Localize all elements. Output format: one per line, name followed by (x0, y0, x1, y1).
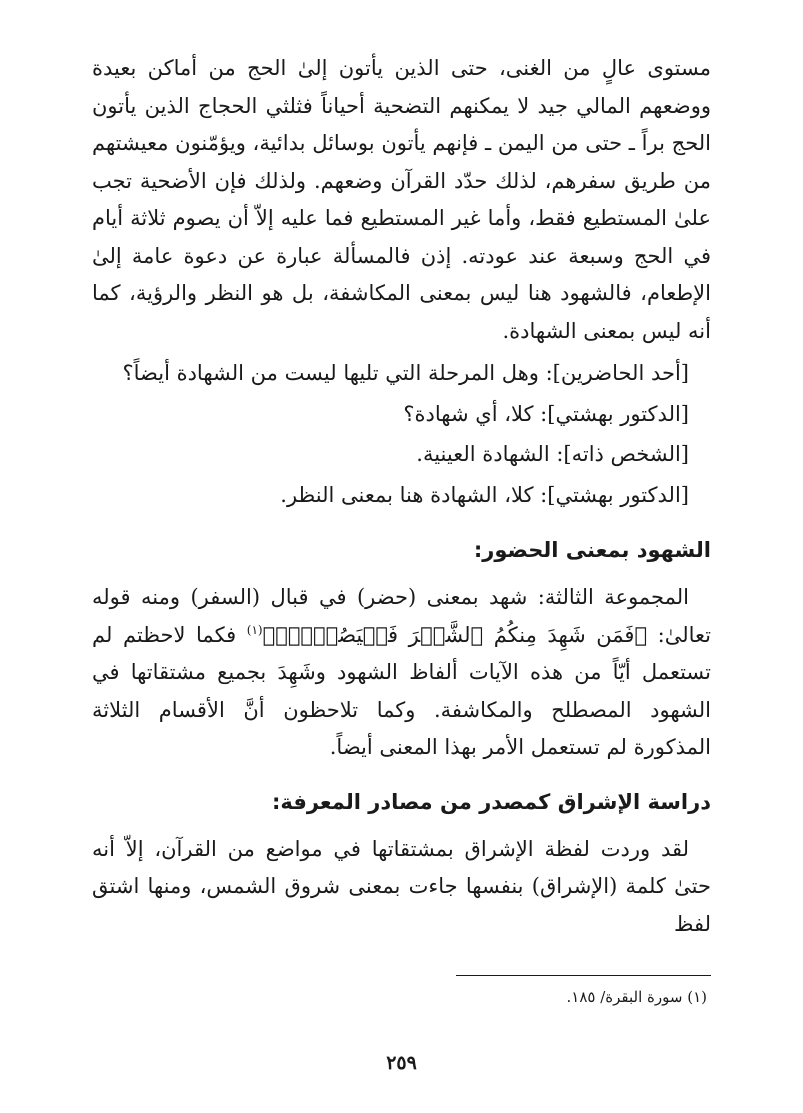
section-heading-presence: الشهود بمعنى الحضور: (473, 538, 711, 562)
dialogue-line: [الدكتور بهشتي]: كلا، أي شهادة؟ (403, 401, 689, 426)
page-body (92, 50, 711, 943)
dialogue-line: [الشخص ذاته]: الشهادة العينية. (416, 442, 689, 466)
paragraph-third-group (92, 579, 711, 767)
dialogue-line: [أحد الحاضرين]: وهل المرحلة التي تليها ليست من الشهادة أيضاً؟ (122, 361, 689, 385)
paragraph-text-after: فكما لاحظتم لم تستعمل أيّاً من هذه الآيات ألفاظ الشهود وشَهِدَ بجميع مشتقاتها في الشهود المصطلح والمكاشفة. وكما تلاحظون أنَّ الأقسام الثلاثة المذكورة لم تستعمل الأمر بهذا المعنى أيضاً. (92, 622, 711, 759)
paragraph-intro: مستوى عالٍ من الغنى، حتى الذين يأتون إلىٰ الحج من أماكن بعيدة ووضعهم المالي جيد لا يمكنهم التضحية أحياناً فثلثي الحجاج الذين يأتون الحج براً ـ حتى من اليمن ـ فإنهم يأتون بوسائل بدائية، ويؤمّنون معيشتهم من طريق سفرهم، لذلك حدّد القرآن وضعهم. ولذلك فإن الأضحية تجب علىٰ المستطيع فقط، وأما غير المستطيع فما عليه إلاّ أن يصوم ثلاثة أيام في الحج وسبعة عند عودته. إذن فالمسألة عبارة عن دعوة عامة إلىٰ الإطعام، فالشهود هنا ليس بمعنى المكاشفة، بل هو النظر والرؤية، كما أنه ليس بمعنى الشهادة. (92, 56, 711, 343)
footnote-divider (456, 975, 711, 976)
footnote-reference[interactable]: (١) (246, 622, 263, 637)
dialogue-block (92, 355, 711, 517)
paragraph-illumination: لقد وردت لفظة الإشراق بمشتقاتها في مواضع من القرآن، إلاّ أنه حتىٰ كلمة (الإشراق) بنفسها جاءت بمعنى شروق الشمس، ومنها اشتق لفظ (92, 836, 711, 936)
page-number: ٢٥٩ (386, 1052, 417, 1074)
quran-quote: ﴿فَمَن شَهِدَ مِنكُمُ ٱلشَّهۡرَ فَلۡيَصُمۡهُۖ﴾ (262, 622, 648, 647)
section-heading-illumination: دراسة الإشراق كمصدر من مصادر المعرفة: (271, 789, 711, 814)
footnote-text: (١) سورة البقرة/ ١٨٥. (566, 988, 707, 1006)
paragraph-text-before: المجموعة الثالثة: شهد بمعنى (حضر) في قبال (السفر) ومنه قوله تعالىٰ: (92, 585, 712, 647)
dialogue-line: [الدكتور بهشتي]: كلا، الشهادة هنا بمعنى النظر. (280, 482, 689, 507)
